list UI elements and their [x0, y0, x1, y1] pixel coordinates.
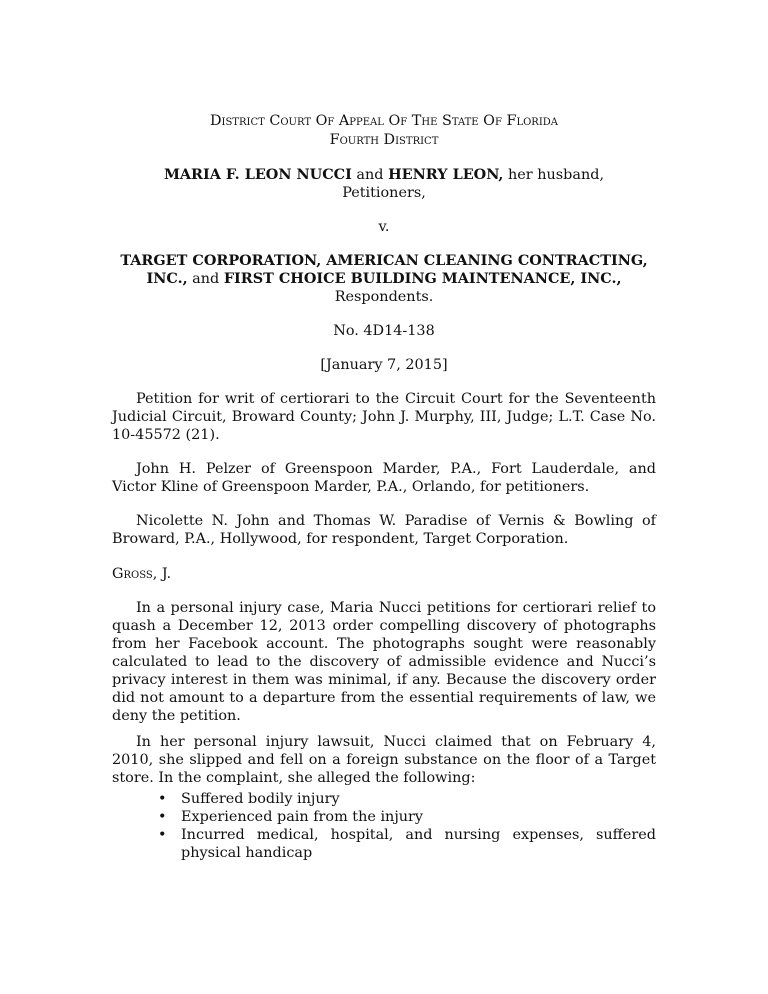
respondents-line-1: TARGET CORPORATION, AMERICAN CLEANING CONTRACTING, [120, 252, 648, 269]
opinion-paragraph-2: In her personal injury lawsuit, Nucci claimed that on February 4, 2010, she slipped and fell on a foreign substance on the floor of a Target store. In the complaint, she alleged the following: [112, 734, 656, 786]
petitioner-and: and [351, 167, 389, 183]
petitioner-name-1: MARIA F. LEON NUCCI [163, 166, 352, 183]
court-district: Fourth District [329, 132, 439, 148]
petitioner-name-2: HENRY LEON, [388, 166, 504, 183]
opinion-paragraph-1: In a personal injury case, Maria Nucci petitions for certiorari relief to quash a December 12, 2013 order compelling discovery of photographs from her Facebook account. The photographs sought were reasonably calculated to lead to the discovery of admissible evidence and Nucci’s privacy interest in them was minimal, if any. Because the discovery order did not amount to a departure from the essential requirements of law, we deny the petition. [112, 600, 656, 724]
list-item [112, 790, 656, 808]
bullet-icon: • [158, 809, 167, 825]
bullet-icon: • [158, 827, 167, 843]
counsel-respondent-paragraph: Nicolette N. John and Thomas W. Paradise of Vernis & Bowling of Broward, P.A., Hollywood, for respondent, Target Corporation. [112, 513, 656, 547]
respondent-inc: INC., [146, 270, 188, 287]
respondent-first-choice: FIRST CHOICE BUILDING MAINTENANCE, INC., [223, 270, 622, 287]
counsel-petitioners-paragraph: John H. Pelzer of Greenspoon Marder, P.A., Fort Lauderdale, and Victor Kline of Greenspoon Marder, P.A., Orlando, for petitioners. [112, 461, 656, 495]
list-item [112, 826, 656, 862]
petitioners-role: Petitioners, [342, 185, 426, 201]
judge-name: Gross, J. [112, 566, 172, 582]
case-number: No. 4D14-138 [333, 323, 435, 339]
allegation-text: Experienced pain from the injury [181, 809, 424, 825]
petition-paragraph: Petition for writ of certiorari to the Circuit Court for the Seventeenth Judicial Circuit, Broward County; John J. Murphy, III, Judge; L.T. Case No. 10-45572 (21). [112, 391, 656, 443]
court-title: District Court Of Appeal Of The State Of Florida [209, 113, 559, 129]
respondents-line-2 [112, 270, 656, 288]
petitioner-relation: her husband, [503, 167, 605, 183]
decision-date: [January 7, 2015] [320, 357, 448, 373]
versus: v. [378, 219, 390, 235]
allegations-list [112, 790, 656, 862]
list-item [112, 808, 656, 826]
allegation-text: Incurred medical, hospital, and nursing expenses, suffered physical handicap [181, 827, 656, 861]
respondents-block [112, 252, 656, 306]
respondent-and: and [187, 271, 224, 287]
respondents-role: Respondents. [334, 289, 434, 305]
petitioners-block [112, 166, 656, 202]
opinion-page [112, 112, 656, 862]
bullet-icon: • [158, 791, 167, 807]
allegation-text: Suffered bodily injury [181, 791, 340, 807]
